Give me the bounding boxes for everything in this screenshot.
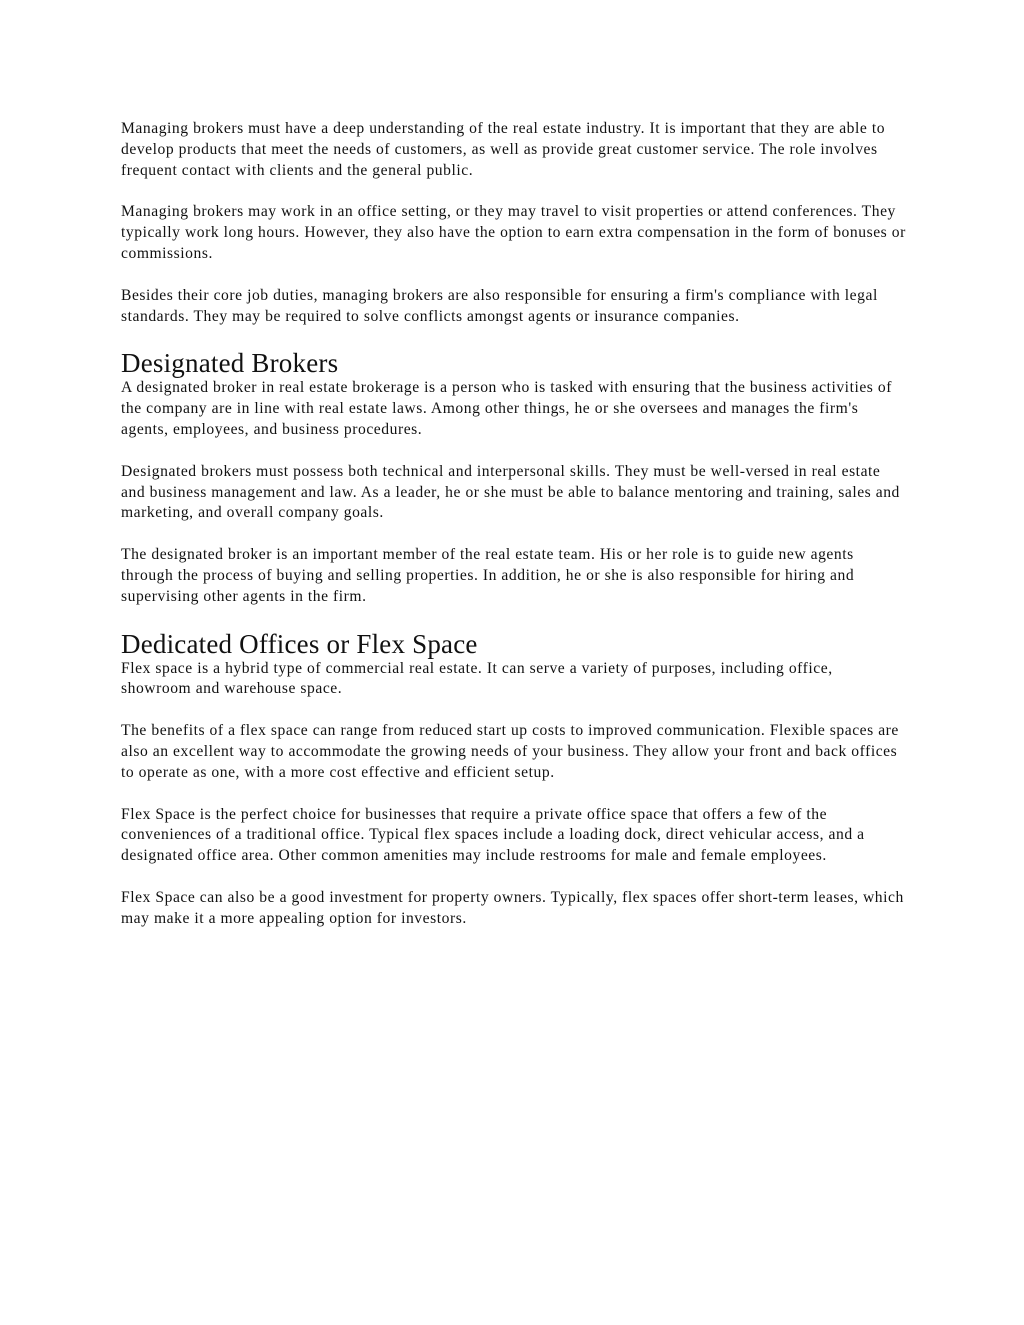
paragraph-flex-space-definition: Flex space is a hybrid type of commercial real estate. It can serve a variety of purposes, including office, showroom and warehouse space. [121, 659, 833, 698]
document-page [121, 119, 907, 951]
paragraph-designated-broker-skills: Designated brokers must possess both technical and interpersonal skills. They must be well-versed in real estate and business management and law. As a leader, he or she must be able to balance mentoring and training, sales and marketing, and overall company goals. [121, 462, 900, 522]
paragraph-designated-broker-role: The designated broker is an important member of the real estate team. His or her role is to guide new agents through the process of buying and selling properties. In addition, he or she is also responsible for hiring and supervising other agents in the firm. [121, 546, 855, 605]
paragraph-managing-brokers-work-setting: Managing brokers may work in an office setting, or they may travel to visit properties or attend conferences. They typically work long hours. However, they also have the option to earn extra compensation in the form of bonuses or commissions. [121, 203, 906, 262]
heading-dedicated-offices-flex-space: Dedicated Offices or Flex Space [121, 628, 478, 659]
paragraph-flex-space-benefits: The benefits of a flex space can range from reduced start up costs to improved communication. Flexible spaces are also an excellent way to accommodate the growing needs of your business. They allow your front and back offices to operate as one, with a more cost effective and efficient setup. [121, 722, 899, 781]
heading-designated-brokers: Designated Brokers [121, 348, 339, 379]
paragraph-managing-brokers-duties: Besides their core job duties, managing brokers are also responsible for ensuring a firm's compliance with legal standards. They may be required to solve conflicts amongst agents or insurance companies. [121, 286, 878, 325]
paragraph-flex-space-choice: Flex Space is the perfect choice for businesses that require a private office space that offers a few of the conveniences of a traditional office. Typical flex spaces include a loading dock, direct vehicular access, and a designated office area. Other common amenities may include restrooms for male and female employees. [121, 805, 865, 865]
paragraph-flex-space-investment: Flex Space can also be a good investment for property owners. Typically, flex spaces offer short-term leases, which may make it a more appealing option for investors. [121, 888, 904, 927]
paragraph-designated-broker-definition: A designated broker in real estate brokerage is a person who is tasked with ensuring that the business activities of the company are in line with real estate laws. Among other things, he or she oversees and manages the firm's agents, employees, and business procedures. [121, 379, 892, 438]
paragraph-managing-brokers-understanding: Managing brokers must have a deep understanding of the real estate industry. It is important that they are able to develop products that meet the needs of customers, as well as provide great customer service. The role involves frequent contact with clients and the general public. [121, 120, 886, 179]
